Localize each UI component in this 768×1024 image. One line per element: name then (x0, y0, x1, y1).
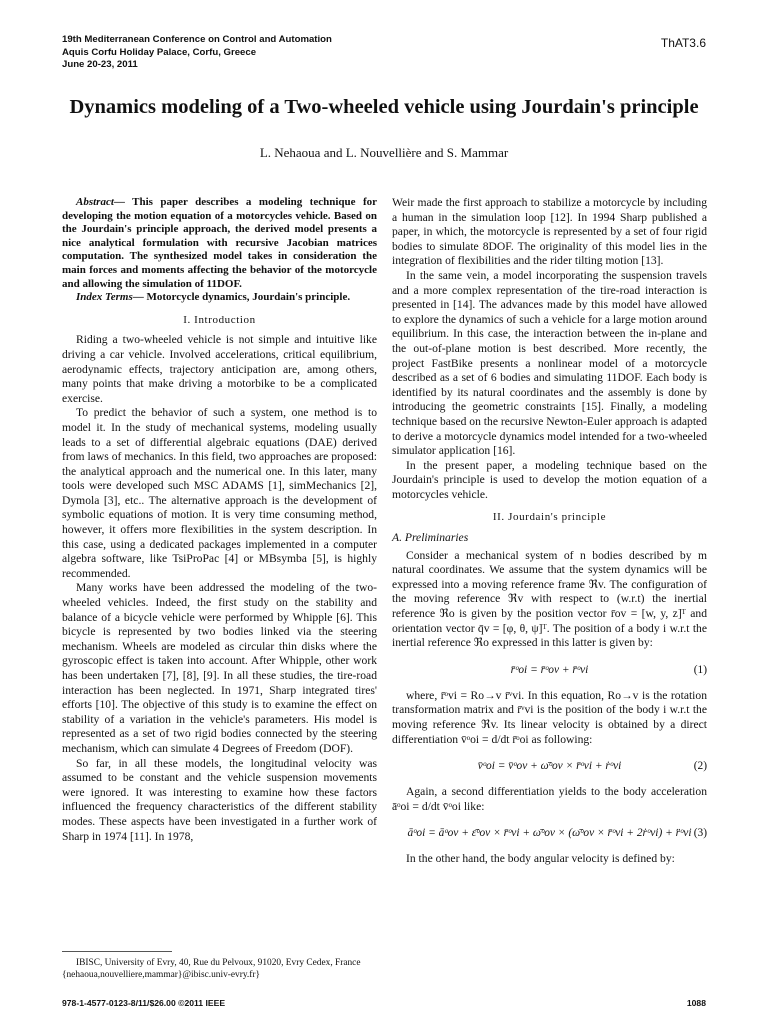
index-terms (62, 291, 377, 305)
index-terms-text: — Motorcycle dynamics, Jourdain's principle. (132, 291, 351, 304)
session-code: ThAT3.6 (660, 36, 706, 50)
paragraph: To predict the behavior of such a system, one method is to model it. In the study of mechanical systems, modeling usually leads to a set of differential algebraic equations (DAE) derived from laws of mechanics. In this field, two approaches are proposed: the analytical approach and the numerical one. In this later, many tools were developed such MSC ADAMS [1], simMechanics [2], Dymola [3], etc.. The alternative approach is the development of symbolic equations of motion. It is very time consuming method, however, it offers more flexibilities in the system description. In this case, using a dedicated packages implemented in a computer algebra software, like TsiProPac [4] or MBsymba [5], is highly recommended. (62, 406, 377, 580)
section-heading-introduction: I. Introduction (183, 313, 256, 326)
paragraph: So far, in all these models, the longitudinal velocity was assumed to be constant and the vehicle suspension movements were ignored. It was interesting to examine how these factors influenced the frequency characteristics of the different stability modes. These aspects have been investigated in a further work of Sharp in 1974 [11]. In 1978, (62, 756, 377, 843)
paper-authors: L. Nehaoua and L. Nouvellière and S. Mammar (259, 145, 509, 160)
paper-title: Dynamics modeling of a Two-wheeled vehicle using Jourdain's principle (69, 96, 699, 118)
abstract (62, 196, 377, 291)
paragraph: Weir made the first approach to stabilize a motorcycle by including a human in the simulation loop [12]. In 1994 Sharp published a paper, in which, the motorcycle is represented by a set of four rigid bodies to simulate 8DOF. The originality of this model lies in the integration of flexibilities and the rider tilting motion [13]. (392, 196, 707, 268)
equation-1 (392, 661, 707, 679)
paragraph: Again, a second differentiation yields to the body acceleration āᵒoi = d/dt v̄ᵒoi like: (392, 785, 707, 813)
paragraph: In the same vein, a model incorporating the suspension travels and a more complex representation of the tire-road interaction is presented in [14]. The advances made by this model have allowed to explore the dynamics of such a vehicle for a large motion around equilibrium. In this case, the interaction between the in-plane and the out-of-plane motion is best described. More recently, the project FastBike presents a nonlinear model of a motorcycle described as a set of 6 bodies and simulating 11DOF. Each body is identified by its natural coordinates and the assembly is done by introducing the geometric constraints [15]. Finally, a modeling technique based on the recursive Newton-Euler approach is adapted to derive a motorcycle dynamics model intended for a two-wheeled simulator application [16]. (392, 268, 707, 458)
paragraph: Many works have been addressed the modeling of the two-wheeled vehicles. Indeed, the first study on the stability and balance of a bicycle vehicle were performed by Whipple [6]. This bicycle is represented by two bodies linked via the steering mechanism. Wheels are modeled as circular thin disks where the gyroscopic effect is taken into account. After Whipple, other work has been undertaken [7], [8], [9]. In all these studies, the tire-road interaction has been neglected. In 1971, Sharp integrated tires' efforts [10]. The objective of this study is to examine the effect on stability of a variation in the vehicle's parameters. His model is represented as a set of two rigid bodies connected by the steering mechanism, which can simulate 4 Degrees of Freedom (DOF). (62, 581, 377, 755)
right-column (392, 196, 707, 867)
paragraph: Riding a two-wheeled vehicle is not simple and intuitive like driving a car vehicle. Involved accelerations, critical equilibrium, aerodynamic effects, trajectory anticipation are, among others, many points that make driving a motorbike to be a complicated exercise. (62, 333, 377, 405)
equation-3-number: (3) (693, 827, 707, 840)
equation-1-number: (1) (693, 663, 707, 676)
equation-2-number: (2) (693, 760, 707, 773)
affiliation-footnote (62, 957, 377, 981)
equation-1-body: r̄ᵒoi = r̄ᵒov + r̄ᵒvi (510, 663, 589, 676)
conference-date: June 20-23, 2011 (62, 59, 138, 70)
abstract-label: Abstract (76, 196, 114, 208)
equation-3-body: āᵒoi = āᵒov + ε̄ᵒov × r̄ᵒvi + ω̄ᵒov × (ω̄ᵒov × r̄ᵒvi + 2ṙᵒvi) + r̈ᵒvi (407, 827, 692, 840)
index-terms-label: Index Terms (76, 291, 133, 304)
paragraph: Consider a mechanical system of n bodies described by m natural coordinates. We assume that the system dynamics will be expressed into a moving reference frame ℜv. The configuration of the moving reference ℜv with respect to (w.r.t) the inertial reference ℜo is given by the position vector r̄ov = [w, y, z]ᵀ and orientation vector q̄v = [φ, θ, ψ]ᵀ. The position of a body i w.r.t the inertial reference ℜo expressed in this latter is given by: (392, 548, 707, 650)
left-column (62, 196, 377, 844)
subsection-heading-preliminaries: A. Preliminaries (392, 531, 469, 545)
conference-venue: Aquis Corfu Holiday Palace, Corfu, Greece (62, 46, 257, 58)
equation-2 (392, 757, 707, 775)
abstract-text: — This paper describes a modeling technique for developing the motion equation of a motorcycles vehicle. Based on the Jourdain's principle approach, the derived model presents a nice analytical formulation with recursive Jacobian matrices computation. The synthesized model takes in consideration the main forces and moments affecting the behavior of the motorcycle and allowing the simulation of 11DOF. (62, 196, 377, 290)
footer-page-number: 1088 (686, 998, 706, 1008)
paragraph: In the other hand, the body angular velocity is defined by: (406, 852, 675, 866)
conference-header (62, 34, 332, 72)
conference-name: 19th Mediterranean Conference on Control and Automation (62, 34, 332, 45)
section-heading-jourdain: II. Jourdain's principle (492, 511, 607, 524)
footnote-rule (62, 951, 172, 952)
equation-3 (392, 824, 707, 842)
equation-2-body: v̄ᵒoi = v̄ᵒov + ω̄ᵒov × r̄ᵒvi + ṙᵒvi (477, 760, 622, 773)
paragraph: where, r̄ᵒvi = Ro→v r̄ᵛvi. In this equation, Ro→v is the rotation transformation matrix and r̄ᵛvi is the position of the body i w.r.t the moving reference ℜv. Its linear velocity is obtained by a direct differentiation v̄ᵒoi = d/dt r̄ᵒoi as following: (392, 688, 707, 746)
footnote-text: IBISC, University of Evry, 40, Rue du Pelvoux, 91020, Evry Cedex, France {nehaoua,nouvelliere,mammar}@ibisc.univ-evry.fr} (62, 958, 361, 980)
paragraph: In the present paper, a modeling technique based on the Jourdain's principle is used to develop the motion equation of a motorcycles vehicle. (392, 458, 707, 501)
footer-isbn: 978-1-4577-0123-8/11/$26.00 ©2011 IEEE (62, 998, 226, 1008)
